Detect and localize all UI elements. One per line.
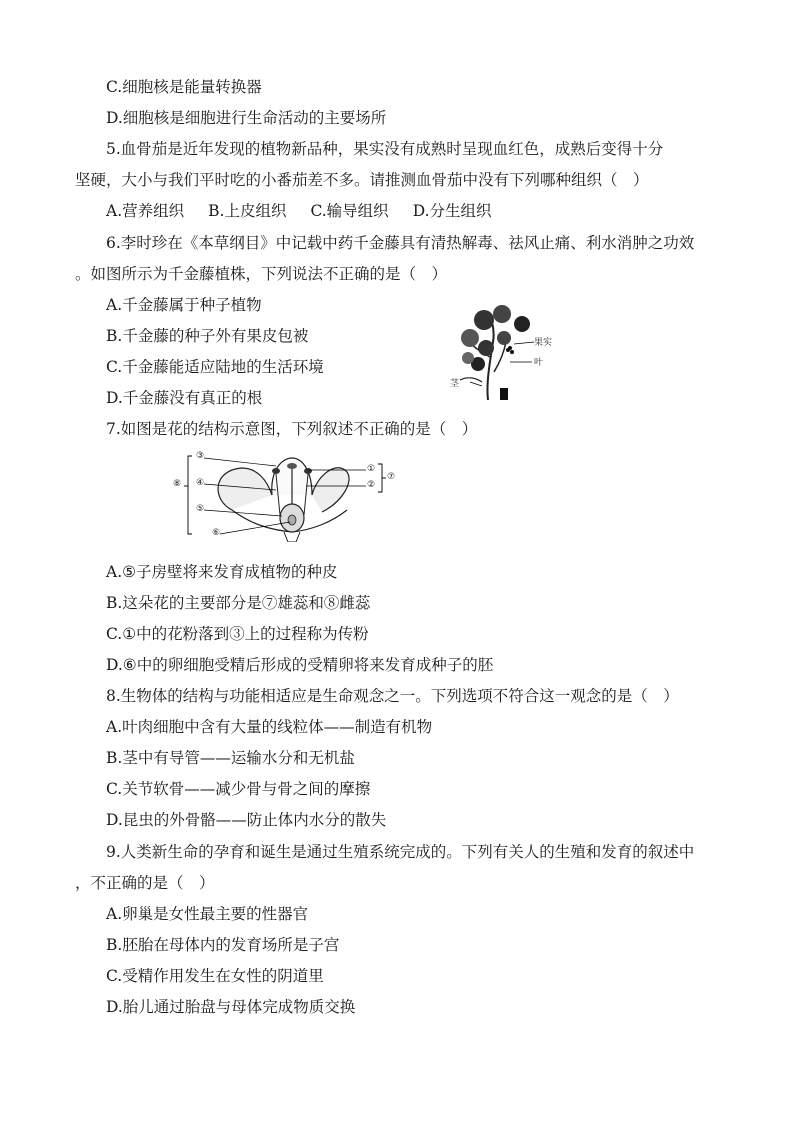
flower-label-8: ⑧ xyxy=(173,479,182,489)
q9-option-c: C.受精作用发生在女性的阴道里 xyxy=(106,967,324,985)
q6-option-d: D.千金藤没有真正的根 xyxy=(106,389,263,407)
q5-option-d: D.分生组织 xyxy=(412,202,492,220)
q6-stem-line1: 6.李时珍在《本草纲目》中记载中药千金藤具有清热解毒、祛风止痛、利水消肿之功效 xyxy=(106,234,695,252)
q4-option-c: C.细胞核是能量转换器 xyxy=(106,78,262,96)
q5-option-a: A.营养组织 xyxy=(106,202,185,220)
flower-label-6: ⑥ xyxy=(212,528,221,538)
q5-option-c: C.输导组织 xyxy=(310,202,389,220)
q6-option-c: C.千金藤能适应陆地的生活环境 xyxy=(106,358,324,376)
plant-label-fruit: 果实 xyxy=(534,338,553,348)
q8-option-d: D.昆虫的外骨骼——防止体内水分的散失 xyxy=(106,811,387,829)
q6-option-a: A.千金藤属于种子植物 xyxy=(106,296,262,314)
flower-label-4: ④ xyxy=(196,478,205,488)
q5-stem-line1: 5.血骨茄是近年发现的植物新品种，果实没有成熟时呈现血红色，成熟后变得十分 xyxy=(106,140,664,158)
q6-stem-line2: 。如图所示为千金藤植株，下列说法不正确的是（ ） xyxy=(75,265,448,283)
flower-label-1: ① xyxy=(367,464,376,474)
q7-option-c: C.①中的花粉落到③上的过程称为传粉 xyxy=(106,625,369,643)
q8-option-a: A.叶肉细胞中含有大量的线粒体——制造有机物 xyxy=(106,718,433,736)
q7-stem: 7.如图是花的结构示意图，下列叙述不正确的是（ ） xyxy=(106,420,478,438)
flower-label-2: ② xyxy=(367,480,376,490)
q6-plant-figure xyxy=(448,302,558,402)
flower-label-7: ⑦ xyxy=(387,472,396,482)
flower-label-3: ③ xyxy=(196,451,205,461)
flower-label-5: ⑤ xyxy=(196,504,205,514)
q9-option-b: B.胚胎在母体内的发育场所是子宫 xyxy=(106,936,340,954)
q7-option-d: D.⑥中的卵细胞受精后形成的受精卵将来发育成种子的胚 xyxy=(106,656,494,674)
q9-stem-line1: 9.人类新生命的孕育和诞生是通过生殖系统完成的。下列有关人的生殖和发育的叙述中 xyxy=(106,843,695,861)
plant-label-leaf: 叶 xyxy=(534,358,544,368)
q7-flower-figure xyxy=(172,450,404,542)
q5-stem-line2: 坚硬，大小与我们平时吃的小番茄差不多。请推测血骨茄中没有下列哪种组织（ ） xyxy=(75,171,649,189)
q8-option-c: C.关节软骨——减少骨与骨之间的摩擦 xyxy=(106,780,371,798)
q8-option-b: B.茎中有导管——运输水分和无机盐 xyxy=(106,749,355,767)
q9-option-d: D.胎儿通过胎盘与母体完成物质交换 xyxy=(106,998,356,1016)
q7-option-a: A.⑤子房壁将来发育成植物的种皮 xyxy=(106,563,338,581)
q4-option-d: D.细胞核是细胞进行生命活动的主要场所 xyxy=(106,109,387,127)
q5-options xyxy=(106,201,516,221)
q5-option-b: B.上皮组织 xyxy=(208,202,287,220)
q8-stem: 8.生物体的结构与功能相适应是生命观念之一。下列选项不符合这一观念的是（ ） xyxy=(106,687,679,705)
q7-option-b: B.这朵花的主要部分是⑦雄蕊和⑧雌蕊 xyxy=(106,594,371,612)
q9-stem-line2: ，不正确的是（ ） xyxy=(75,874,215,892)
q9-option-a: A.卵巢是女性最主要的性器官 xyxy=(106,905,309,923)
plant-label-stem: 茎 xyxy=(450,379,460,389)
q6-option-b: B.千金藤的种子外有果皮包被 xyxy=(106,327,309,345)
